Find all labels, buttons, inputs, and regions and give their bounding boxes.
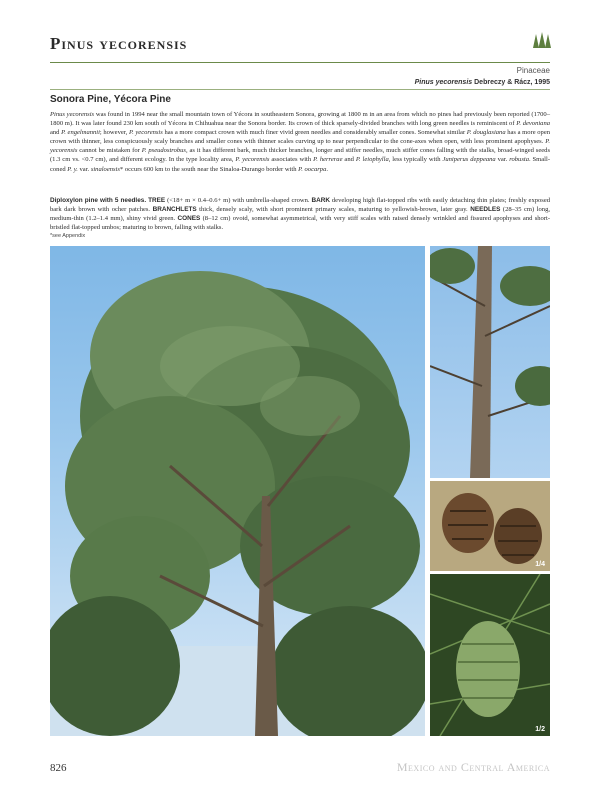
text-run: sinaloensis (90, 165, 120, 173)
text-run: P. douglasiana (466, 129, 506, 137)
text-run: var. (495, 156, 510, 164)
text-run: thick, densely scaly, with short prominent primary scales, maturing to yellowish-brown, later gray. (196, 206, 471, 214)
text-run: P. devoniana (516, 120, 550, 128)
text-run: robusta (509, 156, 529, 164)
subheader-rule (50, 89, 550, 90)
text-run: CONES (177, 215, 201, 223)
region-label: Mexico and Central America (396, 760, 550, 774)
text-run: var. (77, 165, 91, 173)
text-run: developing high flat-topped ribs with easily detaching thin plates; freshly exposed bark dark brown with ocher patches. (50, 197, 551, 214)
text-run: associates with (269, 156, 314, 164)
text-run: P. yecorensis (128, 129, 163, 137)
text-run: (<18+ m × 0.4–0.6+ m) with umbrella-shaped crown. (165, 197, 312, 204)
text-run: , less typically with (388, 156, 443, 164)
page-number: 826 (50, 762, 67, 774)
text-run: P. engelmannii (61, 129, 100, 137)
text-run: , as it has different bark, much thicker branches, longer and stiffer needles, much stiffer cones falling with the stalks, broad-winged seeds (1.3 cm vs. <0.7 cm), and different ecology. In the type locality area, (50, 147, 550, 164)
text-run: P. oocarpa (298, 165, 327, 173)
text-run: was found in 1994 near the small mountain town of Yécora in southeastern Sonora, growing at 1800 m in an area from which no pines had previously been reported (1700–1800 m). It was later found 230 km south of Yécora in Chihuahua near the Sonora border. Its crown of thick sparsely-divided branches with long green needles is reminiscent of (50, 111, 550, 128)
text-run: Juniperus deppeana (442, 156, 496, 164)
text-run: has a more compact crown with much finer vivid green needles and considerably smaller cones. Somewhat similar (162, 129, 467, 137)
description-paragraph (50, 110, 550, 174)
text-run: P. pseudostrobus (141, 147, 186, 155)
text-run: P. y. (67, 165, 78, 173)
text-run: . Small-coned (50, 156, 550, 173)
text-run: (28–35 cm) long, medium-thin (1.2–1.4 mm), shiny vivid green. (50, 206, 550, 223)
text-run: P. yecorensis (50, 138, 550, 155)
common-name-heading: Sonora Pine, Yécora Pine (50, 94, 171, 105)
text-run: NEEDLES (470, 206, 501, 214)
main-tree-photo (50, 246, 425, 736)
text-run: P. yecorensis (235, 156, 270, 164)
trunk-photo (430, 246, 550, 478)
text-run: ; however, (99, 129, 129, 137)
text-run: cannot be mistaken for (77, 147, 142, 155)
mature-cones-photo (430, 481, 550, 571)
green-cone-photo (430, 574, 550, 736)
header-rule (50, 62, 550, 63)
text-run: . (326, 165, 328, 173)
text-run: Pinus yecorensis (50, 111, 95, 118)
text-run: and (342, 156, 356, 164)
botanical-description (50, 196, 550, 232)
text-run: BARK (311, 197, 330, 204)
scale-label: 1/4 (535, 561, 545, 568)
scale-label: 1/2 (535, 726, 545, 733)
text-run: and (50, 129, 62, 137)
text-run: (8–12 cm) ovoid, somewhat asymmetrical, with very stiff scales with raised densely wrinkled and fissured apophyses and short-bristled flat-topped umbos; maturing to brown, falling with stalks. (50, 215, 550, 232)
family-label: Pinaceae (516, 66, 550, 75)
species-authority: Pinus yecorensis Debreczy & Rácz, 1995 (414, 79, 550, 86)
text-run: P. leiophylla (355, 156, 389, 164)
page-title: Pinus yecorensis (50, 34, 188, 53)
text-run: TREE (148, 197, 166, 204)
text-run: BRANCHLETS (152, 206, 197, 214)
text-run: * occurs 600 km to the south near the Sinaloa-Durango border with (119, 165, 299, 173)
text-run: P. herrerae (313, 156, 343, 164)
pine-trees-icon (533, 32, 551, 50)
appendix-note: *see Appendix (50, 233, 86, 239)
text-run: has a more open crown with thinner, less conspicuously scaly branches and smaller cones with thinner scales curving up to near perpendicular to the cone-axes when open, with less prominent apophyses. (50, 129, 550, 146)
text-run: Diploxylon pine with 5 needles. (50, 197, 147, 204)
